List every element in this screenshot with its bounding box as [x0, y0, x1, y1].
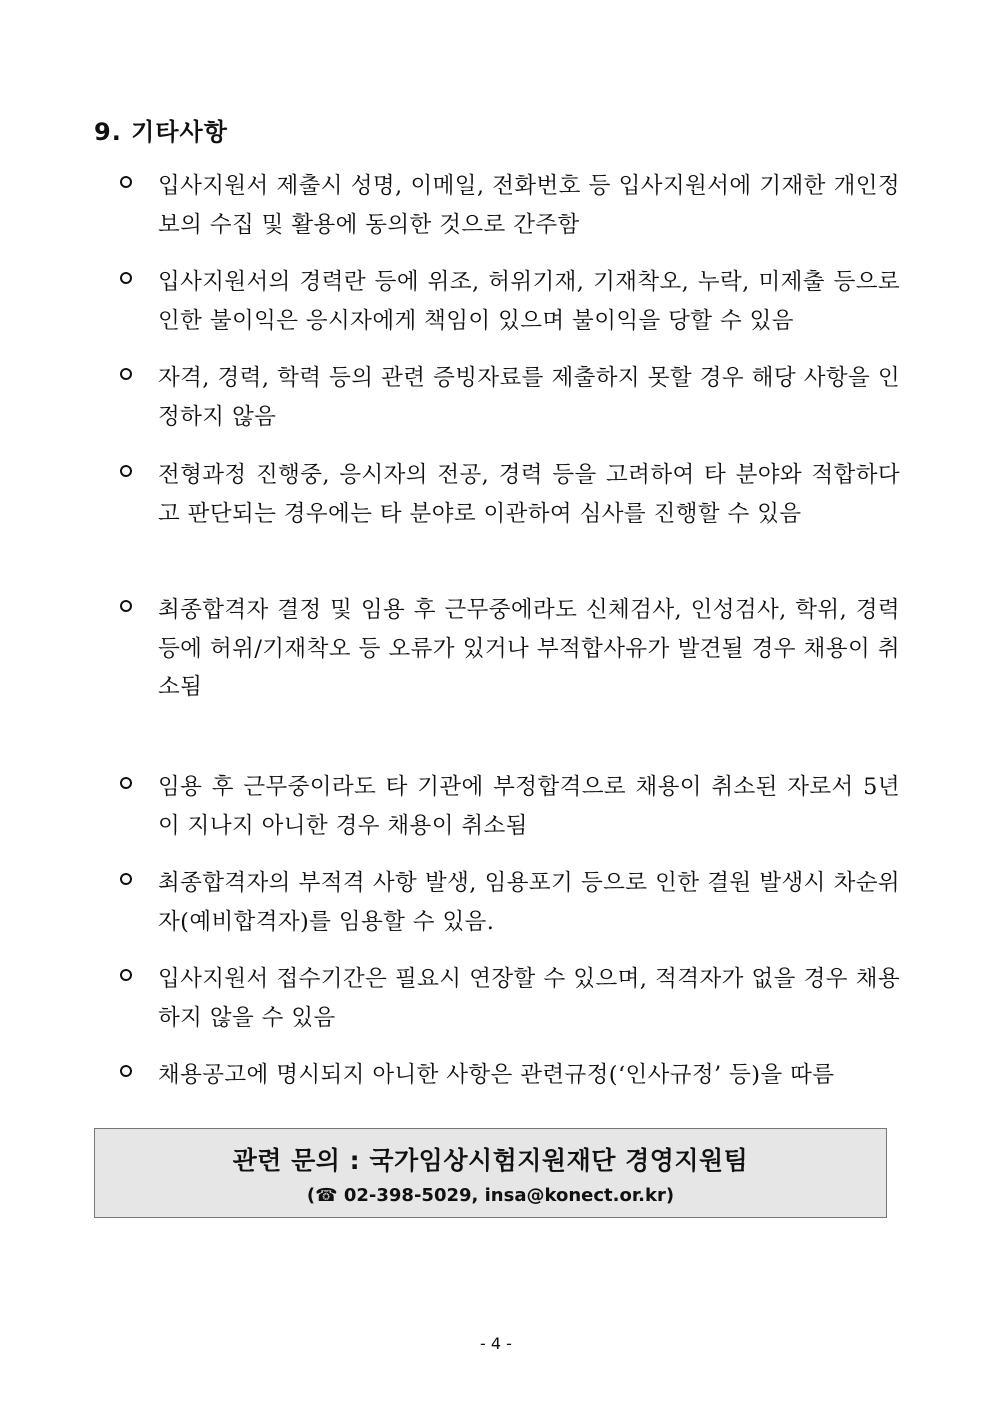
contact-box — [94, 1128, 887, 1218]
page-number: - 4 - — [480, 1334, 512, 1353]
list-item — [120, 359, 900, 436]
item-text: 채용공고에 명시되지 아니한 사항은 관련규정(‘인사규정’ 등)을 따름 — [158, 1062, 835, 1088]
item-text: 입사지원서의 경력란 등에 위조, 허위기재, 기재착오, 누락, 미제출 등으로 인한 불이익은 응시자에게 책임이 있으며 불이익을 당할 수 있음 — [158, 269, 900, 334]
item-text: 전형과정 진행중, 응시자의 전공, 경력 등을 고려하여 타 분야와 적합하다고 판단되는 경우에는 타 분야로 이관하여 심사를 진행할 수 있음 — [158, 462, 900, 527]
list-item — [120, 456, 900, 533]
contact-title: 관련 문의 : 국가임상시험지원재단 경영지원팀 — [232, 1146, 749, 1175]
section-title: 9. 기타사항 — [94, 118, 228, 146]
contact-detail-line: (☎ 02-398-5029, insa@konect.or.kr) — [306, 1185, 675, 1206]
item-text: 최종합격자의 부적격 사항 발생, 임용포기 등으로 인한 결원 발생시 차순위자(예비합격자)를 임용할 수 있음. — [158, 870, 900, 935]
circle-bullet-icon — [120, 969, 132, 981]
list-item — [120, 768, 900, 845]
circle-bullet-icon — [120, 272, 132, 284]
circle-bullet-icon — [120, 465, 132, 477]
list-item — [120, 167, 900, 244]
phone-icon: ☎ — [315, 1185, 338, 1206]
list-item — [120, 591, 900, 707]
contact-detail: 02-398-5029, insa@konect.or.kr — [343, 1185, 666, 1206]
circle-bullet-icon — [120, 777, 132, 789]
list-item — [120, 263, 900, 340]
list-item — [120, 864, 900, 941]
list-item — [120, 1056, 900, 1095]
circle-bullet-icon — [120, 368, 132, 380]
item-text: 입사지원서 접수기간은 필요시 연장할 수 있으며, 적격자가 없을 경우 채용하지 않을 수 있음 — [158, 966, 900, 1031]
item-text: 최종합격자 결정 및 임용 후 근무중에라도 신체검사, 인성검사, 학위, 경력 등에 허위/기재착오 등 오류가 있거나 부적합사유가 발견될 경우 채용이 취소됨 — [158, 597, 900, 700]
circle-bullet-icon — [120, 873, 132, 885]
circle-bullet-icon — [120, 1065, 132, 1077]
circle-bullet-icon — [120, 176, 132, 188]
item-text: 임용 후 근무중이라도 타 기관에 부정합격으로 채용이 취소된 자로서 5년이 지나지 아니한 경우 채용이 취소됨 — [158, 774, 900, 839]
item-text: 입사지원서 제출시 성명, 이메일, 전화번호 등 입사지원서에 기재한 개인정보의 수집 및 활용에 동의한 것으로 간주함 — [158, 173, 900, 238]
list-item — [120, 960, 900, 1037]
item-text: 자격, 경력, 학력 등의 관련 증빙자료를 제출하지 못할 경우 해당 사항을 인정하지 않음 — [158, 365, 900, 430]
circle-bullet-icon — [120, 600, 132, 612]
